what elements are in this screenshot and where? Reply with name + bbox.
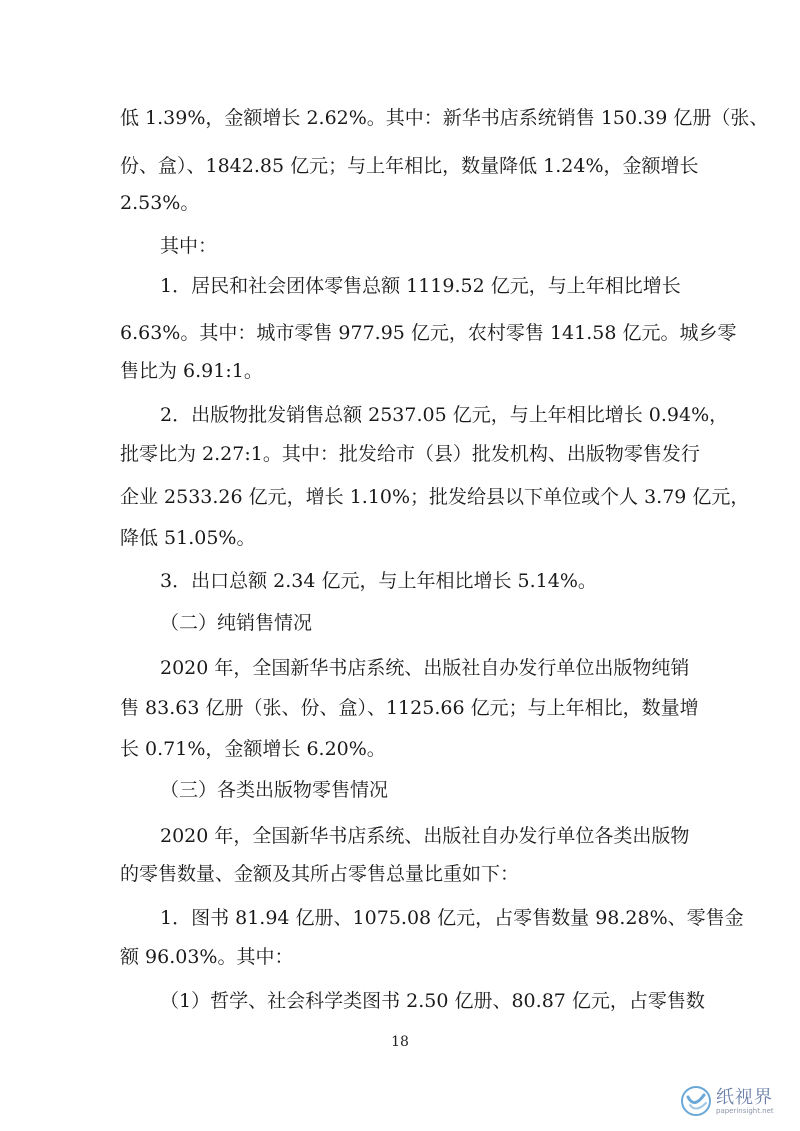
text-line: 额 96.03%。其中： — [120, 946, 294, 968]
watermark — [680, 1081, 790, 1125]
text-line: 长 0.71%，金额增长 6.20%。 — [120, 738, 386, 760]
text-line: 份、盒）、1842.85 亿元；与上年相比，数量降低 1.24%，金额增长 — [120, 155, 699, 177]
text-line: 1．居民和社会团体零售总额 1119.52 亿元，与上年相比增长 — [160, 275, 681, 297]
text-line: 3．出口总额 2.34 亿元，与上年相比增长 5.14%。 — [160, 570, 597, 592]
text-line: 批零比为 2.27:1。其中：批发给市（县）批发机构、出版物零售发行 — [120, 443, 700, 465]
text-line: 降低 51.05%。 — [120, 527, 256, 549]
text-line: 的零售数量、金额及其所占零售总量比重如下： — [120, 863, 520, 885]
page-number: 18 — [391, 1034, 409, 1050]
text-line: 售 83.63 亿册（张、份、盒）、1125.66 亿元；与上年相比，数量增 — [120, 697, 699, 719]
text-line: 1．图书 81.94 亿册、1075.08 亿元，占零售数量 98.28%、零售金 — [160, 907, 744, 929]
paperinsight-logo-icon — [680, 1085, 712, 1117]
text-line: （1）哲学、社会科学类图书 2.50 亿册、80.87 亿元，占零售数 — [160, 990, 705, 1012]
section-heading: （三）各类出版物零售情况 — [160, 779, 389, 801]
section-heading: （二）纯销售情况 — [160, 612, 313, 634]
text-line: 企业 2533.26 亿元，增长 1.10%；批发给县以下单位或个人 3.79 亿元， — [120, 486, 750, 508]
text-line: 6.63%。其中：城市零售 977.95 亿元，农村零售 141.58 亿元。城乡零 — [120, 322, 737, 344]
text-line: 售比为 6.91:1。 — [120, 360, 263, 382]
watermark-url: paperinsight.net — [716, 1107, 774, 1115]
watermark-title: 纸视界 — [716, 1087, 773, 1108]
text-line: 2.53%。 — [120, 192, 200, 214]
text-line: 其中： — [160, 235, 218, 257]
text-line: 低 1.39%，金额增长 2.62%。其中：新华书店系统销售 150.39 亿册（张、 — [120, 107, 769, 129]
text-line: 2020 年，全国新华书店系统、出版社自办发行单位各类出版物 — [160, 825, 690, 847]
text-line: 2．出版物批发销售总额 2537.05 亿元，与上年相比增长 0.94%， — [160, 404, 729, 426]
text-line: 2020 年，全国新华书店系统、出版社自办发行单位出版物纯销 — [160, 657, 690, 679]
